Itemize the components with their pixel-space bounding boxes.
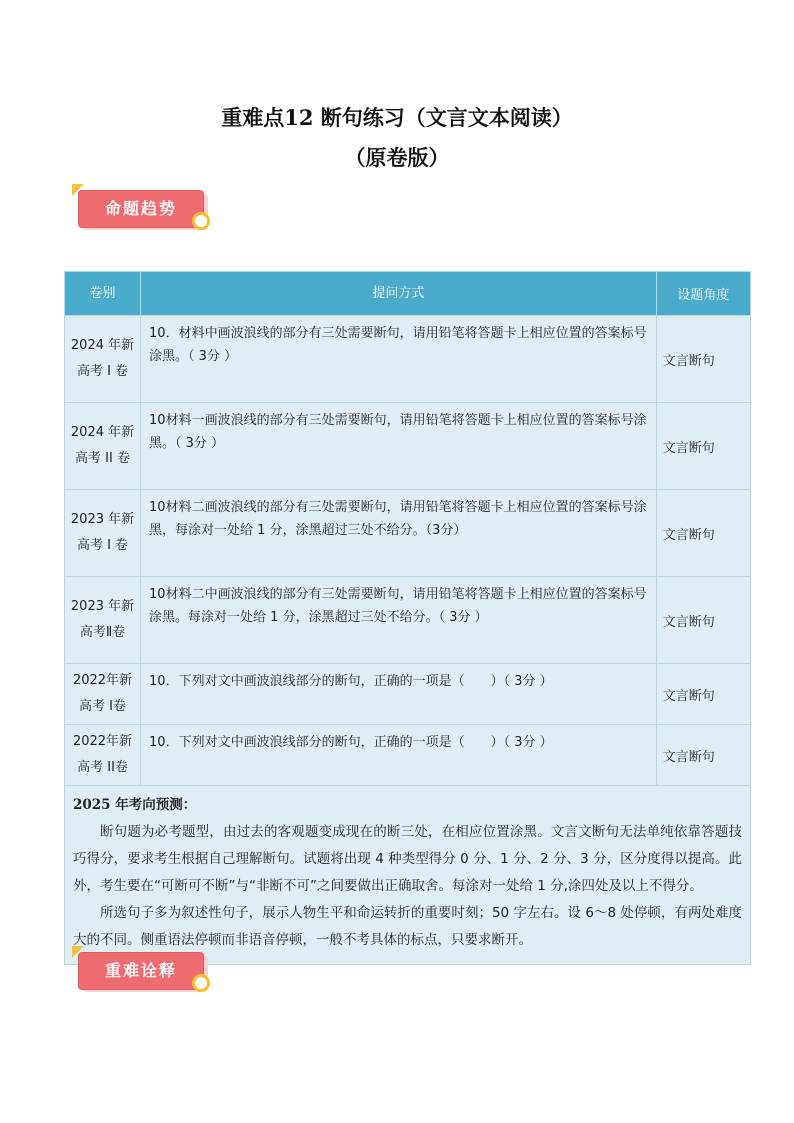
cell-angle: 文言断句 <box>656 316 750 403</box>
cell-paper: 2022年新高考 II卷 <box>65 725 141 786</box>
prediction-row <box>65 786 751 965</box>
header-question: 提问方式 <box>141 272 657 316</box>
explain-badge-label: 重难诠释 <box>78 952 204 990</box>
prediction-paragraph-2: 所选句子多为叙述性句子，展示人物生平和命运转折的重要时刻；50 字左右。设 6～8 处停顿，有两处难度大的不同。侧重语法停顿而非语音停顿，一般不考具体的标点，只要求断开。 <box>73 905 742 948</box>
table-row <box>65 403 751 490</box>
header-angle: 设题角度 <box>656 272 750 316</box>
cell-question: 10材料一画波浪线的部分有三处需要断句，请用铅笔将答题卡上相应位置的答案标号涂黑。（ 3分 ） <box>141 403 657 490</box>
cell-paper: 2023 年新高考Ⅱ卷 <box>65 577 141 664</box>
table-row <box>65 316 751 403</box>
cell-paper: 2022年新高考 I卷 <box>65 664 141 725</box>
ring-icon <box>192 212 210 230</box>
explain-badge <box>76 948 216 1000</box>
cell-angle: 文言断句 <box>656 490 750 577</box>
prediction-paragraph-1: 断句题为必考题型，由过去的客观题变成现在的断三处，在相应位置涂黑。文言文断句无法单纯依靠答题技巧得分，要求考生根据自己理解断句。试题将出现 4 种类型得分 0 分、1 分、2 分、3 分，区分度得以提高。此外，考生要在“可断可不断”与“非断不可”之间要做出正确取舍。每涂对一处给 1 分,涂四处及以上不得分。 <box>73 824 742 894</box>
prediction-cell <box>65 786 751 965</box>
prediction-title: 2025 年考向预测： <box>73 797 197 813</box>
cell-question: 10．下列对文中画波浪线部分的断句，正确的一项是（ ）（ 3分 ） <box>141 664 657 725</box>
page-title: 重难点12 断句练习（文言文本阅读） <box>221 105 573 130</box>
cell-question: 10材料二画波浪线的部分有三处需要断句，请用铅笔将答题卡上相应位置的答案标号涂黑，每涂对一处给 1 分，涂黑超过三处不给分。（3分） <box>141 490 657 577</box>
table-header-row <box>65 272 751 316</box>
cell-angle: 文言断句 <box>656 577 750 664</box>
page-subtitle: （原卷版） <box>344 145 450 170</box>
table-row <box>65 490 751 577</box>
table-row <box>65 577 751 664</box>
table-row <box>65 725 751 786</box>
cell-angle: 文言断句 <box>656 664 750 725</box>
table-row <box>65 664 751 725</box>
cell-question: 10．下列对文中画波浪线部分的断句，正确的一项是（ ）（ 3分 ） <box>141 725 657 786</box>
trend-badge <box>76 186 216 238</box>
cell-question: 10．材料中画波浪线的部分有三处需要断句，请用铅笔将答题卡上相应位置的答案标号涂黑。（ 3分 ） <box>141 316 657 403</box>
question-table <box>64 271 751 965</box>
cell-angle: 文言断句 <box>656 403 750 490</box>
cell-question: 10材料二中画波浪线的部分有三处需要断句，请用铅笔将答题卡上相应位置的答案标号涂黑。每涂对一处给 1 分，涂黑超过三处不给分。（ 3分 ） <box>141 577 657 664</box>
header-paper: 卷别 <box>65 272 141 316</box>
cell-paper: 2023 年新高考 I 卷 <box>65 490 141 577</box>
trend-badge-label: 命题趋势 <box>78 190 204 228</box>
flag-icon <box>72 184 84 196</box>
flag-icon <box>72 946 84 958</box>
cell-paper: 2024 年新高考 II 卷 <box>65 403 141 490</box>
cell-angle: 文言断句 <box>656 725 750 786</box>
cell-paper: 2024 年新高考 I 卷 <box>65 316 141 403</box>
ring-icon <box>192 974 210 992</box>
